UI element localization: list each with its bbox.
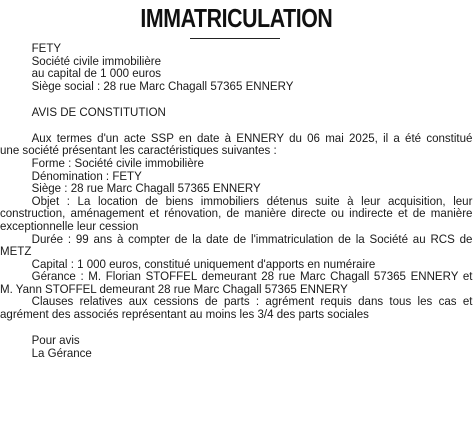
field-gerance-line-2: M. Yann STOFFEL demeurant 28 rue Marc Chagall 57365 ENNERY [0, 281, 348, 296]
field-clauses-line-2: agrément des associés représentant au moins les 3/4 des parts sociales [0, 307, 369, 322]
notice-title: IMMATRICULATION [140, 3, 333, 33]
paragraph-gap [0, 321, 440, 334]
company-capital: au capital de 1 000 euros [31, 66, 162, 81]
field-objet-line-1: Objet : La location de biens immobiliers détenus suite à leur acquisition, leur [31, 193, 473, 208]
paragraph-gap [0, 118, 440, 131]
field-forme: Forme : Société civile immobilière [31, 155, 204, 170]
field-clauses-line-1: Clauses relatives aux cessions de parts : agrément requis dans tous les cas et [31, 294, 473, 309]
closing-signature: La Gérance [31, 345, 92, 360]
field-gerance-line-1: Gérance : M. Florian STOFFEL demeurant 28 rue Marc Chagall 57365 ENNERY et [31, 269, 473, 284]
intro-line-1: Aux termes d'un acte SSP en date à ENNERY du 06 mai 2025, il a été constitué [31, 130, 473, 145]
company-siege: Siège social : 28 rue Marc Chagall 57365 ENNERY [31, 78, 294, 93]
intro-line-2: une société présentant les caractéristiques suivantes : [0, 143, 277, 158]
field-duree-line-2: METZ [0, 244, 32, 259]
company-name: FETY [31, 41, 62, 55]
closing-pour-avis: Pour avis [31, 333, 80, 348]
field-siege: Siège : 28 rue Marc Chagall 57365 ENNERY [31, 181, 261, 196]
company-form: Société civile immobilière [31, 53, 161, 68]
notice-heading: AVIS DE CONSTITUTION [31, 104, 166, 119]
field-objet-line-3: exceptionnelle leur cession [0, 218, 139, 233]
field-duree-line-1: Durée : 99 ans à compter de la date de l'immatriculation de la Société au RCS de [31, 231, 473, 246]
paragraph-gap [0, 92, 440, 105]
title-underline [190, 38, 280, 39]
notice-body [0, 41, 473, 360]
field-capital: Capital : 1 000 euros, constitué uniquement d'apports en numéraire [31, 256, 376, 271]
field-denomination: Dénomination : FETY [31, 168, 142, 183]
field-objet-line-2: construction, aménagement et rénovation, de manière directe ou indirecte et de manière [0, 206, 473, 221]
